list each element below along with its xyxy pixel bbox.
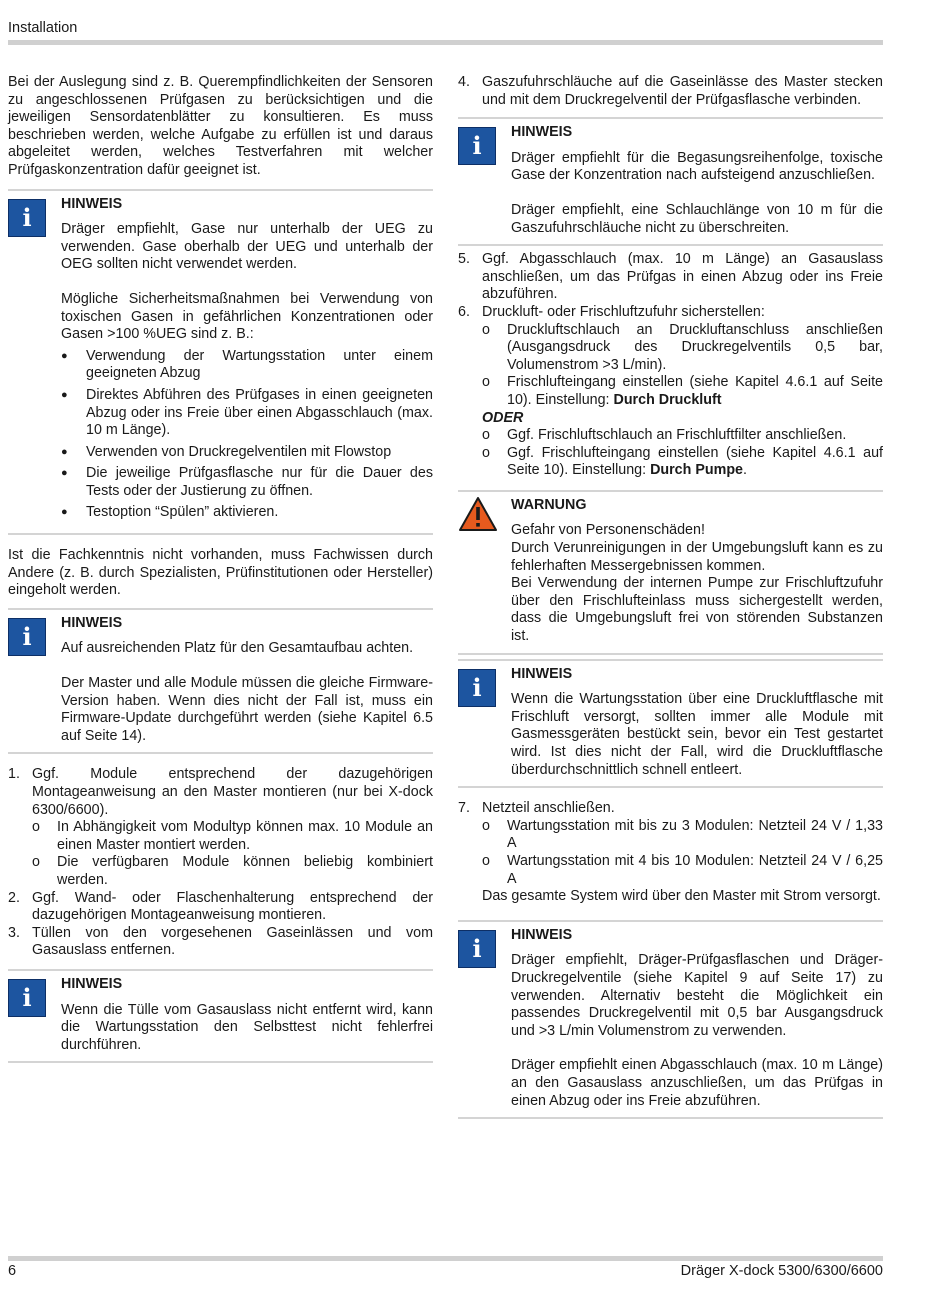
sub-list	[32, 819, 433, 889]
page-number: 6	[8, 1263, 17, 1279]
safety-measures-list	[61, 348, 433, 522]
step-text: Druckluft- oder Frischluftzufuhr sicherstellen:	[482, 303, 765, 320]
note-text: Der Master und alle Module müssen die gleiche Firmware-Version haben. Wenn dies nicht der Fall ist, muss ein Firmware-Update durchgeführt werden (siehe Kapitel 6.5 auf Seite 14).	[61, 675, 433, 744]
step-item	[8, 766, 433, 889]
warning-text: Durch Verunreinigungen in der Umgebungsluft kann es zu fehlerhaften Messergebnissen kommen.	[511, 540, 883, 574]
info-icon: i	[8, 979, 46, 1017]
step-text: Ggf. Abgasschlauch (max. 10 m Länge) an Gasauslass anschließen, um das Prüfgas in einen Abzug oder ins Freie abzuführen.	[482, 251, 883, 303]
warning-text: Bei Verwendung der internen Pumpe zur Frischluftzufuhr über den Frischlufteinlass muss sichergestellt werden, dass die Umgebungsluft frei von störenden Substanzen ist.	[511, 575, 883, 645]
note-box	[8, 608, 433, 755]
note-text: Dräger empfiehlt für die Begasungsreihenfolge, toxische Gase der Konzentration nach aufsteigend anzuschließen.	[511, 149, 883, 184]
sub-item: o Druckluftschlauch an Druckluftanschluss anschließen (Ausgangsdruck des Druckregelventils 0,5 bar, Volumenstrom >3 L/min).	[482, 322, 883, 375]
warning-title: WARNUNG	[511, 496, 587, 513]
step-item	[8, 890, 433, 925]
sub-item: o Wartungsstation mit bis zu 3 Modulen: Netzteil 24 V / 1,33 A	[482, 818, 883, 853]
sub-item: o In Abhängigkeit vom Modultyp können max. 10 Module an einen Master montiert werden.	[32, 819, 433, 854]
installation-steps	[8, 766, 433, 960]
step-followup: Das gesamte System wird über den Master mit Strom versorgt.	[482, 888, 881, 905]
list-item: ● Testoption “Spülen” aktivieren.	[61, 504, 433, 522]
list-item: ● Die jeweilige Prüfgasflasche nur für die Dauer des Tests oder der Justierung zu öffnen.	[61, 465, 433, 500]
note-title: HINWEIS	[511, 124, 573, 141]
step-text: Tüllen von den vorgesehenen Gaseinlässen und vom Gasauslass entfernen.	[32, 924, 433, 959]
info-icon: i	[458, 669, 496, 707]
info-icon: i	[458, 930, 496, 968]
sub-item-text: Frischlufteingang einstellen (siehe Kapitel 4.6.1 auf Seite 10). Einstellung:	[507, 374, 883, 408]
footer-rule	[8, 1256, 883, 1261]
note-box	[458, 117, 883, 246]
info-icon: i	[458, 127, 496, 165]
sub-item-text: Ggf. Frischlufteingang einstellen (siehe Kapitel 4.6.1 auf Seite 10). Einstellung:	[507, 444, 883, 479]
info-icon: i	[8, 199, 46, 237]
step-item	[8, 925, 433, 960]
note-text: Dräger empfiehlt, Dräger-Prüfgasflaschen und Dräger-Druckregelventile (siehe Kapitel 9 auf Seite 17) zu verwenden. Alternativ besteht die Möglichkeit ein passendes Druckregelventil mit 0,5 bar Ausgangsdruck und >3 L/min Volumenstrom zu verwenden.	[511, 952, 883, 1039]
note-text: Mögliche Sicherheitsmaßnahmen bei Verwendung von toxischen Gasen in gefährlichen Konzentrationen oder Gasen >100 %UEG sind z. B.:	[61, 290, 433, 343]
step-number: 6.	[458, 303, 470, 320]
installation-steps-continued	[458, 800, 883, 906]
warning-text: Gefahr von Personenschäden!	[511, 522, 705, 539]
step-text: Gaszufuhrschläuche auf die Gaseinlässe des Master stecken und mit dem Druckregelventil der Prüfgasflasche verbinden.	[482, 74, 883, 108]
page-header-title: Installation	[8, 20, 78, 36]
sub-list	[482, 322, 883, 410]
warning-triangle-icon	[458, 496, 496, 534]
note-text: Auf ausreichenden Platz für den Gesamtaufbau achten.	[61, 640, 414, 657]
step-item	[458, 74, 883, 109]
step-number: 2.	[8, 889, 20, 906]
note-title: HINWEIS	[61, 975, 123, 992]
step-item	[458, 800, 883, 906]
note-title: HINWEIS	[511, 665, 573, 682]
installation-steps-continued	[458, 251, 883, 480]
note-text: Dräger empfiehlt einen Abgasschlauch (max. 10 m Länge) an den Gasauslass anzuschließen, um das Prüfgas in einen Abzug oder ins Freie abzuführen.	[511, 1057, 883, 1109]
list-item: ● Direktes Abführen des Prüfgases in einen geeigneten Abzug oder ins Freie über einen Abgasschlauch (max. 10 m Länge).	[61, 387, 433, 440]
note-text: Dräger empfiehlt, Gase nur unterhalb der UEG zu verwenden. Gase oberhalb der UEG und unterhalb der OEG sollten nicht verwendet werden.	[61, 221, 433, 273]
sub-item	[482, 374, 883, 409]
step-item	[458, 251, 883, 304]
sub-list	[482, 818, 883, 888]
sub-item	[482, 445, 883, 480]
note-text: Wenn die Wartungsstation über eine Druckluftflasche mit Frischluft versorgt, sollten immer alle Module mit Gasmessgeräten bestückt sein, bevor ein Test gestartet wird. Ist dies nicht der Fall, wird die Druckluftflasche überdurchschnittlich schnell entleert.	[511, 691, 883, 778]
note-title: HINWEIS	[61, 614, 123, 631]
step-number: 4.	[458, 74, 470, 90]
list-item: ● Verwendung der Wartungsstation unter einem geeigneten Abzug	[61, 348, 433, 383]
info-icon: i	[8, 618, 46, 656]
sub-list	[482, 427, 883, 480]
header-rule	[8, 40, 883, 45]
setting-value: Durch Druckluft	[613, 391, 722, 408]
step-text: Ggf. Module entsprechend der dazugehörigen Montageanweisung an den Master montieren (nur bei X-dock 6300/6600).	[32, 766, 433, 818]
right-column	[458, 74, 883, 1119]
warning-box	[458, 490, 883, 655]
sub-item: o Die verfügbaren Module können beliebig kombiniert werden.	[32, 854, 433, 889]
step-item	[458, 304, 883, 480]
note-box	[8, 189, 433, 536]
sub-item: o Ggf. Frischluftschlauch an Frischluftfilter anschließen.	[482, 427, 883, 445]
step-text: Netzteil anschließen.	[482, 800, 615, 817]
installation-steps-continued	[458, 74, 883, 109]
product-name: Dräger X-dock 5300/6300/6600	[680, 1263, 883, 1279]
note-box	[458, 920, 883, 1119]
step-number: 3.	[8, 924, 20, 941]
expertise-paragraph: Ist die Fachkenntnis nicht vorhanden, muss Fachwissen durch Andere (z. B. durch Spezialisten, Prüfinstitutionen oder Hersteller) eingeholt werden.	[8, 547, 433, 599]
intro-paragraph: Bei der Auslegung sind z. B. Querempfindlichkeiten der Sensoren zu angeschlossenen Prüfgasen zu berücksichtigen und die jeweiligen Sensordatenblätter zu konsultieren. Es muss beschrieben werden, welche Aufgabe zu erfüllen ist und daraus abgeleitet werden, welches Testverfahren mit welcher Prüfgaskonzentration dafür geeignet ist.	[8, 74, 433, 178]
note-title: HINWEIS	[511, 926, 573, 943]
note-title: HINWEIS	[61, 195, 123, 212]
step-number: 1.	[8, 766, 20, 783]
note-text: Wenn die Tülle vom Gasauslass nicht entfernt wird, kann die Wartungsstation den Selbsttest nicht fehlerfrei durchführen.	[61, 1001, 433, 1053]
step-text: Ggf. Wand- oder Flaschenhalterung entsprechend der dazugehörigen Montageanweisung montieren.	[32, 889, 433, 924]
left-column	[8, 74, 433, 1063]
list-item: ● Verwenden von Druckregelventilen mit Flowstop	[61, 444, 433, 462]
sub-item: o Wartungsstation mit 4 bis 10 Modulen: Netzteil 24 V / 6,25 A	[482, 853, 883, 888]
step-number: 5.	[458, 251, 470, 268]
setting-value: Durch Pumpe	[650, 462, 744, 479]
sub-item-suffix: .	[743, 462, 747, 479]
oder-label: ODER	[482, 409, 524, 426]
note-box	[8, 969, 433, 1063]
step-number: 7.	[458, 800, 470, 817]
note-text: Dräger empfiehlt, eine Schlauchlänge von 10 m für die Gaszufuhrschläuche nicht zu überschreiten.	[511, 201, 883, 236]
note-box	[458, 659, 883, 789]
